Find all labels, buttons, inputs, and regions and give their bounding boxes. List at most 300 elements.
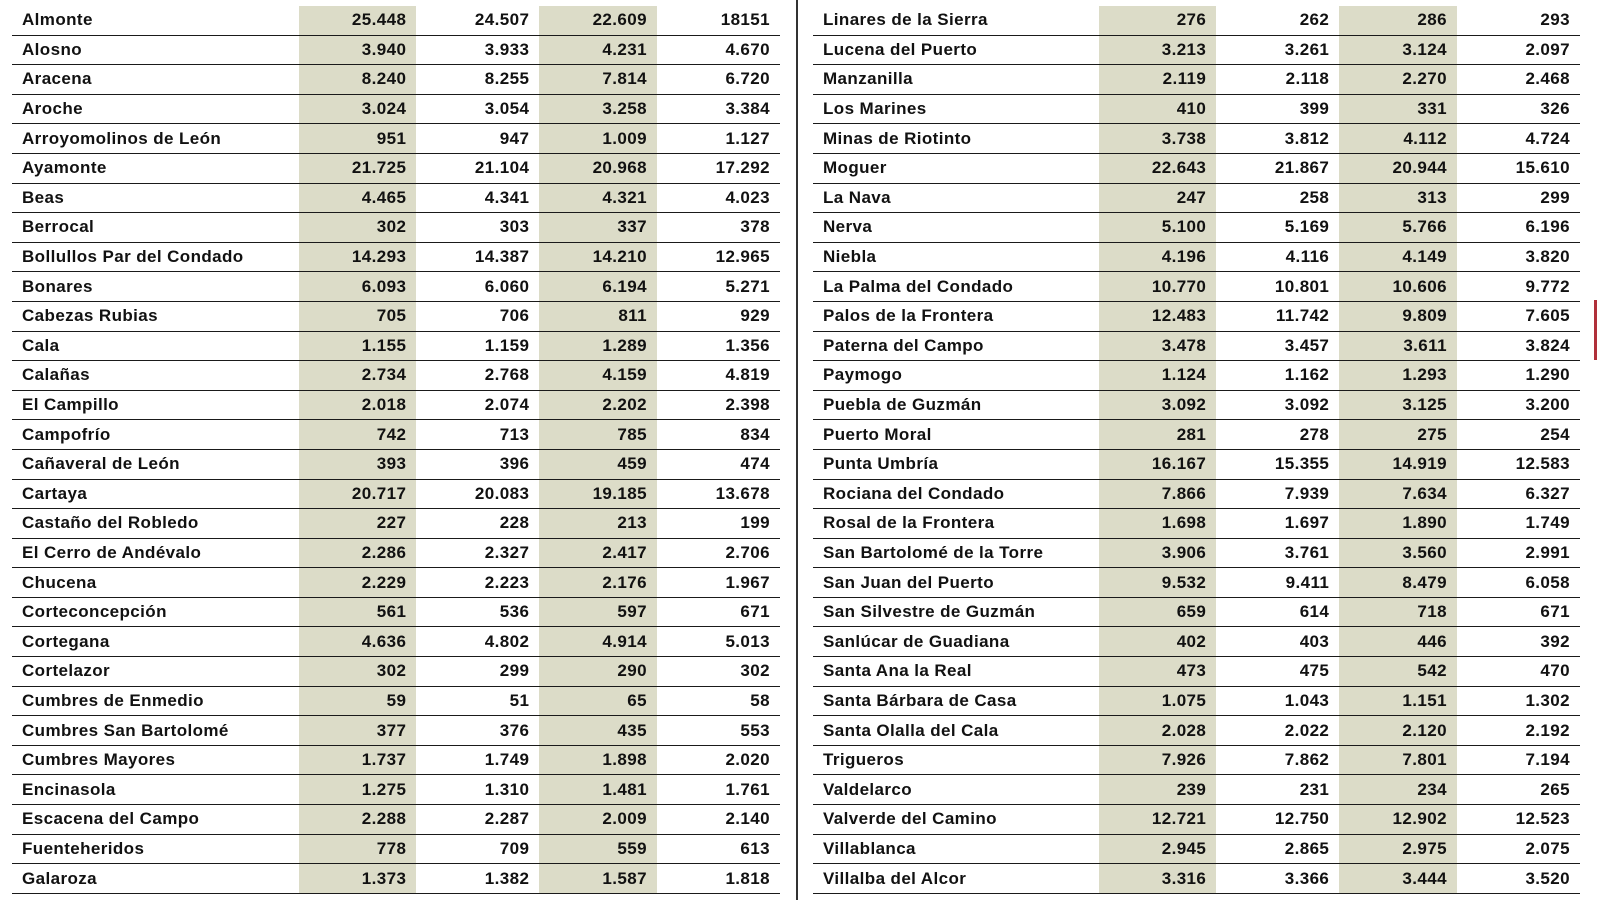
municipality-name-cell: Campofrío [12,420,299,450]
population-value-cell: 4.149 [1339,242,1457,272]
table-row [813,509,1580,539]
municipality-name-cell: Paymogo [813,361,1099,391]
population-value-cell: 59 [299,686,417,716]
population-value-cell: 22.609 [539,6,657,35]
municipality-name-cell: Escacena del Campo [12,805,299,835]
population-value-cell: 3.384 [657,94,780,124]
population-value-cell: 1.749 [416,745,539,775]
table-row [813,301,1580,331]
municipality-name-cell: Lucena del Puerto [813,35,1099,65]
table-row [813,183,1580,213]
table-row [12,627,780,657]
population-value-cell: 1.310 [416,775,539,805]
population-value-cell: 2.287 [416,805,539,835]
population-value-cell: 331 [1339,94,1457,124]
population-value-cell: 8.479 [1339,568,1457,598]
population-value-cell: 2.022 [1216,716,1339,746]
population-value-cell: 1.898 [539,745,657,775]
population-value-cell: 303 [416,213,539,243]
population-value-cell: 2.945 [1099,834,1217,864]
population-value-cell: 834 [657,420,780,450]
table-row [12,272,780,302]
municipality-name-cell: Chucena [12,568,299,598]
population-value-cell: 6.058 [1457,568,1580,598]
table-row [12,94,780,124]
population-value-cell: 1.697 [1216,509,1339,539]
table-row [813,745,1580,775]
population-value-cell: 21.725 [299,153,417,183]
table-row [12,65,780,95]
population-value-cell: 1.289 [539,331,657,361]
population-value-cell: 7.634 [1339,479,1457,509]
municipality-name-cell: Rosal de la Frontera [813,509,1099,539]
population-value-cell: 4.636 [299,627,417,657]
population-value-cell: 2.202 [539,390,657,420]
population-value-cell: 2.009 [539,805,657,835]
table-row [813,449,1580,479]
municipality-name-cell: Castaño del Robledo [12,509,299,539]
population-value-cell: 13.678 [657,479,780,509]
table-row [12,213,780,243]
population-value-cell: 12.721 [1099,805,1217,835]
population-value-cell: 265 [1457,775,1580,805]
population-value-cell: 4.465 [299,183,417,213]
table-row [12,242,780,272]
population-value-cell: 337 [539,213,657,243]
municipality-name-cell: El Cerro de Andévalo [12,538,299,568]
municipality-name-cell: Moguer [813,153,1099,183]
population-value-cell: 9.411 [1216,568,1339,598]
population-value-cell: 4.023 [657,183,780,213]
population-value-cell: 302 [299,657,417,687]
population-value-cell: 3.261 [1216,35,1339,65]
municipality-name-cell: Beas [12,183,299,213]
population-value-cell: 2.288 [299,805,417,835]
table-row [813,538,1580,568]
population-value-cell: 281 [1099,420,1217,450]
population-value-cell: 378 [657,213,780,243]
population-value-cell: 275 [1339,420,1457,450]
population-value-cell: 1.373 [299,864,417,894]
population-value-cell: 3.124 [1339,35,1457,65]
left-table-panel [12,6,780,900]
population-value-cell: 7.866 [1099,479,1217,509]
municipality-name-cell: Paterna del Campo [813,331,1099,361]
population-value-cell: 2.140 [657,805,780,835]
population-value-cell: 14.919 [1339,449,1457,479]
municipality-name-cell: Cortegana [12,627,299,657]
table-row [12,509,780,539]
population-value-cell: 2.097 [1457,35,1580,65]
population-value-cell: 3.444 [1339,864,1457,894]
municipality-name-cell: Sanlúcar de Guadiana [813,627,1099,657]
population-value-cell: 239 [1099,775,1217,805]
population-value-cell: 5.169 [1216,213,1339,243]
population-value-cell: 4.231 [539,35,657,65]
population-value-cell: 2.768 [416,361,539,391]
table-row [813,775,1580,805]
population-value-cell: 213 [539,509,657,539]
population-value-cell: 614 [1216,597,1339,627]
population-value-cell: 2.020 [657,745,780,775]
population-value-cell: 2.327 [416,538,539,568]
municipality-name-cell: Alosno [12,35,299,65]
population-value-cell: 376 [416,716,539,746]
population-value-cell: 1.967 [657,568,780,598]
population-value-cell: 231 [1216,775,1339,805]
population-value-cell: 3.125 [1339,390,1457,420]
table-row [12,479,780,509]
population-value-cell: 302 [299,213,417,243]
population-value-cell: 21.104 [416,153,539,183]
population-value-cell: 1.275 [299,775,417,805]
population-value-cell: 14.387 [416,242,539,272]
population-value-cell: 377 [299,716,417,746]
population-value-cell: 10.606 [1339,272,1457,302]
table-row [813,805,1580,835]
population-value-cell: 199 [657,509,780,539]
population-value-cell: 2.120 [1339,716,1457,746]
population-value-cell: 4.341 [416,183,539,213]
population-value-cell: 20.083 [416,479,539,509]
population-value-cell: 1.481 [539,775,657,805]
population-value-cell: 1.890 [1339,509,1457,539]
population-value-cell: 542 [1339,657,1457,687]
population-value-cell: 10.801 [1216,272,1339,302]
population-value-cell: 3.940 [299,35,417,65]
municipality-name-cell: La Nava [813,183,1099,213]
population-value-cell: 1.155 [299,331,417,361]
table-row [813,834,1580,864]
population-value-cell: 2.223 [416,568,539,598]
municipality-name-cell: Manzanilla [813,65,1099,95]
population-value-cell: 9.772 [1457,272,1580,302]
population-value-cell: 3.092 [1216,390,1339,420]
population-value-cell: 20.944 [1339,153,1457,183]
population-value-cell: 2.119 [1099,65,1217,95]
population-value-cell: 19.185 [539,479,657,509]
population-value-cell: 3.560 [1339,538,1457,568]
population-value-cell: 399 [1216,94,1339,124]
population-value-cell: 705 [299,301,417,331]
municipality-name-cell: San Juan del Puerto [813,568,1099,598]
population-value-cell: 947 [416,124,539,154]
population-value-cell: 709 [416,834,539,864]
population-value-cell: 6.093 [299,272,417,302]
population-value-cell: 4.670 [657,35,780,65]
population-value-cell: 5.766 [1339,213,1457,243]
population-value-cell: 1.382 [416,864,539,894]
municipality-name-cell: Santa Ana la Real [813,657,1099,687]
municipality-name-cell: Galaroza [12,864,299,894]
population-value-cell: 12.965 [657,242,780,272]
table-row [813,213,1580,243]
municipality-name-cell: Aroche [12,94,299,124]
page-edge-mark [1594,300,1597,360]
population-value-cell: 2.229 [299,568,417,598]
population-value-cell: 9.809 [1339,301,1457,331]
municipality-name-cell: Bollullos Par del Condado [12,242,299,272]
population-value-cell: 16.167 [1099,449,1217,479]
municipality-name-cell: Palos de la Frontera [813,301,1099,331]
table-row [12,301,780,331]
population-value-cell: 4.724 [1457,124,1580,154]
population-value-cell: 3.024 [299,94,417,124]
population-value-cell: 475 [1216,657,1339,687]
municipality-name-cell: Aracena [12,65,299,95]
population-value-cell: 1.151 [1339,686,1457,716]
municipality-name-cell: Villablanca [813,834,1099,864]
municipality-name-cell: Cortelazor [12,657,299,687]
population-value-cell: 12.523 [1457,805,1580,835]
population-value-cell: 3.933 [416,35,539,65]
population-value-cell: 326 [1457,94,1580,124]
population-value-cell: 4.112 [1339,124,1457,154]
population-value-cell: 1.124 [1099,361,1217,391]
population-value-cell: 3.738 [1099,124,1217,154]
population-value-cell: 1.587 [539,864,657,894]
population-value-cell: 671 [657,597,780,627]
population-value-cell: 17.292 [657,153,780,183]
population-value-cell: 1.162 [1216,361,1339,391]
population-value-cell: 24.507 [416,6,539,35]
population-value-cell: 262 [1216,6,1339,35]
population-value-cell: 4.802 [416,627,539,657]
population-value-cell: 3.520 [1457,864,1580,894]
table-row [813,568,1580,598]
table-row [813,65,1580,95]
population-value-cell: 3.761 [1216,538,1339,568]
population-value-cell: 7.605 [1457,301,1580,331]
population-value-cell: 14.293 [299,242,417,272]
population-value-cell: 12.483 [1099,301,1217,331]
population-value-cell: 18151 [657,6,780,35]
population-value-cell: 3.366 [1216,864,1339,894]
population-value-cell: 1.075 [1099,686,1217,716]
population-value-cell: 7.862 [1216,745,1339,775]
column-divider [796,0,798,900]
population-value-cell: 811 [539,301,657,331]
municipality-name-cell: Cañaveral de León [12,449,299,479]
population-value-cell: 2.975 [1339,834,1457,864]
population-value-cell: 228 [416,509,539,539]
population-value-cell: 742 [299,420,417,450]
municipality-name-cell: Santa Bárbara de Casa [813,686,1099,716]
population-value-cell: 12.902 [1339,805,1457,835]
population-value-cell: 2.706 [657,538,780,568]
table-row [813,627,1580,657]
municipality-name-cell: Cumbres Mayores [12,745,299,775]
table-row [12,686,780,716]
table-row [12,35,780,65]
table-row [12,834,780,864]
population-value-cell: 929 [657,301,780,331]
table-row [12,745,780,775]
table-row [12,153,780,183]
population-value-cell: 4.196 [1099,242,1217,272]
population-value-cell: 1.698 [1099,509,1217,539]
population-table-right [813,6,1580,894]
population-value-cell: 3.611 [1339,331,1457,361]
table-row [813,657,1580,687]
population-value-cell: 459 [539,449,657,479]
municipality-name-cell: Arroyomolinos de León [12,124,299,154]
table-row [813,35,1580,65]
population-value-cell: 6.327 [1457,479,1580,509]
population-value-cell: 7.801 [1339,745,1457,775]
municipality-name-cell: Berrocal [12,213,299,243]
population-value-cell: 4.321 [539,183,657,213]
table-row [813,390,1580,420]
population-value-cell: 22.643 [1099,153,1217,183]
population-value-cell: 6.196 [1457,213,1580,243]
population-value-cell: 393 [299,449,417,479]
population-value-cell: 2.192 [1457,716,1580,746]
population-value-cell: 2.075 [1457,834,1580,864]
population-value-cell: 2.417 [539,538,657,568]
population-value-cell: 258 [1216,183,1339,213]
population-value-cell: 302 [657,657,780,687]
municipality-name-cell: Rociana del Condado [813,479,1099,509]
population-value-cell: 58 [657,686,780,716]
population-value-cell: 20.717 [299,479,417,509]
municipality-name-cell: Ayamonte [12,153,299,183]
population-value-cell: 247 [1099,183,1217,213]
population-value-cell: 474 [657,449,780,479]
population-value-cell: 536 [416,597,539,627]
population-value-cell: 234 [1339,775,1457,805]
population-value-cell: 951 [299,124,417,154]
population-value-cell: 1.127 [657,124,780,154]
population-value-cell: 6.060 [416,272,539,302]
municipality-name-cell: Punta Umbría [813,449,1099,479]
table-row [813,94,1580,124]
population-value-cell: 402 [1099,627,1217,657]
population-value-cell: 15.610 [1457,153,1580,183]
table-row [12,390,780,420]
population-value-cell: 446 [1339,627,1457,657]
population-value-cell: 3.457 [1216,331,1339,361]
population-value-cell: 299 [416,657,539,687]
municipality-name-cell: Trigueros [813,745,1099,775]
population-value-cell: 290 [539,657,657,687]
table-row [813,6,1580,35]
population-value-cell: 2.018 [299,390,417,420]
population-value-cell: 5.100 [1099,213,1217,243]
table-row [12,449,780,479]
population-value-cell: 392 [1457,627,1580,657]
table-row [12,183,780,213]
population-value-cell: 7.194 [1457,745,1580,775]
municipality-name-cell: Santa Olalla del Cala [813,716,1099,746]
population-value-cell: 1.159 [416,331,539,361]
population-value-cell: 278 [1216,420,1339,450]
municipality-name-cell: Puerto Moral [813,420,1099,450]
municipality-name-cell: Minas de Riotinto [813,124,1099,154]
table-row [813,361,1580,391]
population-value-cell: 671 [1457,597,1580,627]
table-row [813,331,1580,361]
population-value-cell: 2.028 [1099,716,1217,746]
population-value-cell: 1.737 [299,745,417,775]
population-value-cell: 3.054 [416,94,539,124]
population-value-cell: 553 [657,716,780,746]
population-value-cell: 8.255 [416,65,539,95]
population-value-cell: 1.818 [657,864,780,894]
population-value-cell: 8.240 [299,65,417,95]
table-row [813,153,1580,183]
population-value-cell: 12.750 [1216,805,1339,835]
municipality-name-cell: Cumbres San Bartolomé [12,716,299,746]
municipality-name-cell: San Bartolomé de la Torre [813,538,1099,568]
population-value-cell: 12.583 [1457,449,1580,479]
municipality-name-cell: Almonte [12,6,299,35]
table-row [813,124,1580,154]
table-row [12,597,780,627]
table-row [12,805,780,835]
municipality-name-cell: Fuenteheridos [12,834,299,864]
population-value-cell: 473 [1099,657,1217,687]
population-value-cell: 2.734 [299,361,417,391]
table-row [12,568,780,598]
population-value-cell: 718 [1339,597,1457,627]
table-row [12,716,780,746]
municipality-name-cell: Cabezas Rubias [12,301,299,331]
population-value-cell: 7.939 [1216,479,1339,509]
right-table-panel [813,6,1580,900]
population-value-cell: 254 [1457,420,1580,450]
municipality-name-cell: Los Marines [813,94,1099,124]
table-row [813,716,1580,746]
population-value-cell: 785 [539,420,657,450]
population-value-cell: 5.013 [657,627,780,657]
population-value-cell: 3.812 [1216,124,1339,154]
table-row [12,124,780,154]
municipality-name-cell: Cala [12,331,299,361]
population-value-cell: 65 [539,686,657,716]
population-value-cell: 2.176 [539,568,657,598]
municipality-name-cell: Niebla [813,242,1099,272]
municipality-name-cell: El Campillo [12,390,299,420]
population-value-cell: 470 [1457,657,1580,687]
population-value-cell: 2.398 [657,390,780,420]
population-value-cell: 14.210 [539,242,657,272]
population-value-cell: 2.865 [1216,834,1339,864]
population-value-cell: 313 [1339,183,1457,213]
table-row [813,597,1580,627]
population-value-cell: 3.092 [1099,390,1217,420]
population-value-cell: 286 [1339,6,1457,35]
population-value-cell: 2.270 [1339,65,1457,95]
table-row [12,331,780,361]
municipality-name-cell: Cumbres de Enmedio [12,686,299,716]
population-value-cell: 5.271 [657,272,780,302]
population-value-cell: 706 [416,301,539,331]
population-value-cell: 597 [539,597,657,627]
population-value-cell: 6.720 [657,65,780,95]
municipality-name-cell: Puebla de Guzmán [813,390,1099,420]
population-value-cell: 1.009 [539,124,657,154]
population-table-left [12,6,780,894]
table-row [813,272,1580,302]
population-value-cell: 435 [539,716,657,746]
population-value-cell: 559 [539,834,657,864]
table-row [813,864,1580,894]
population-value-cell: 1.293 [1339,361,1457,391]
table-row [12,6,780,35]
table-row [12,420,780,450]
population-value-cell: 276 [1099,6,1217,35]
